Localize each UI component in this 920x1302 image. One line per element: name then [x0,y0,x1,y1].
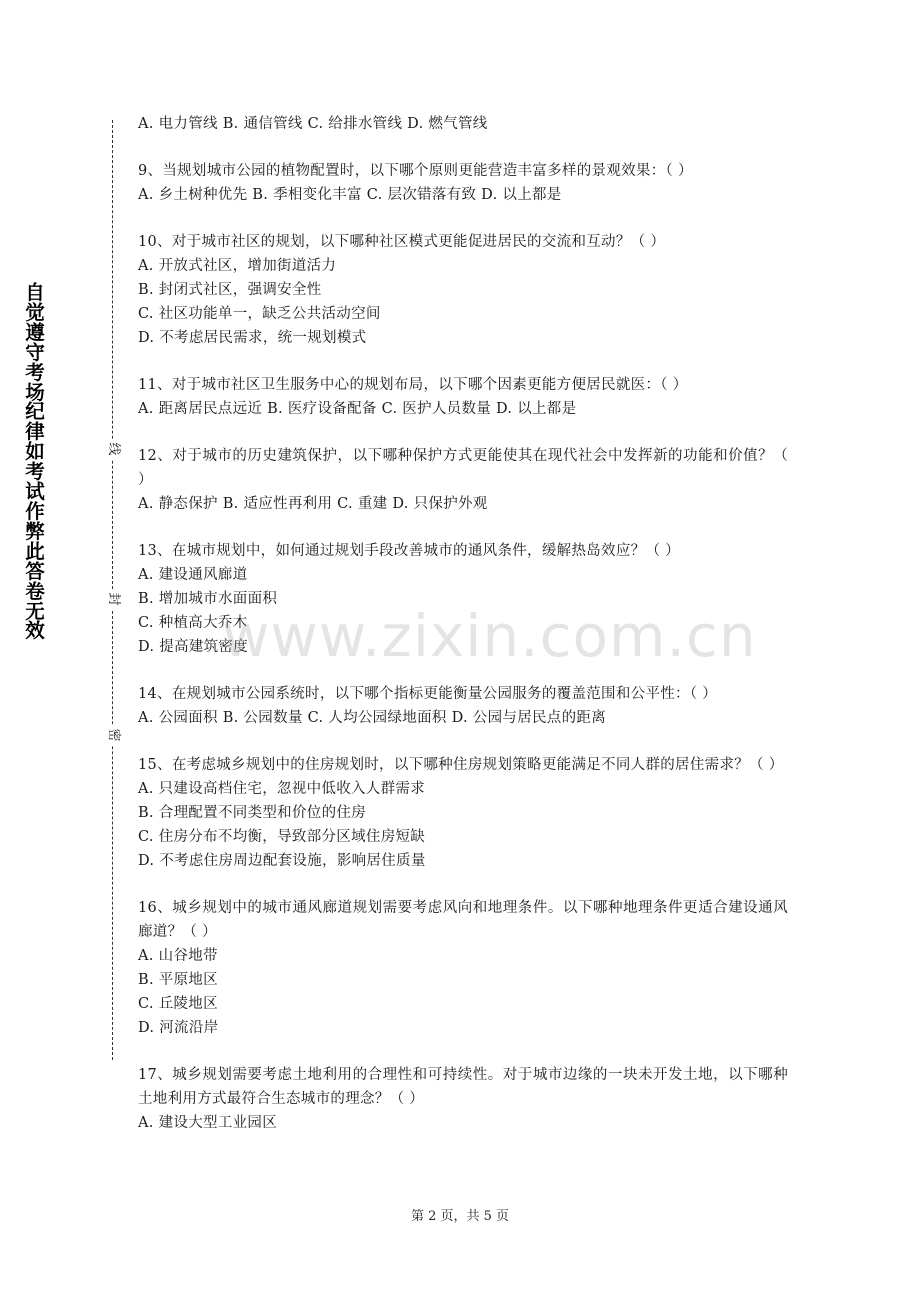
seal-mark-xian: 线 [104,439,122,459]
answer-option: A. 建设大型工业园区 [138,1115,277,1131]
question-block [138,112,788,136]
question-stem: 10、对于城市社区的规划，以下哪种社区模式更能促进居民的交流和互动？（ ） [138,234,666,250]
question-block [138,444,788,516]
answer-option: A. 只建设高档住宅，忽视中低收入人群需求 [138,781,425,797]
answer-option: A. 山谷地带 [138,948,218,964]
answer-option: A. 开放式社区，增加街道活力 [138,258,337,274]
question-block [138,682,788,730]
seal-mark-mi: 密 [104,725,122,745]
question-stem: 12、对于城市的历史建筑保护，以下哪种保护方式更能使其在现代社会中发挥新的功能和价值？（ ） [138,448,788,488]
answer-option: B. 合理配置不同类型和价位的住房 [138,805,366,821]
answer-option: C. 丘陵地区 [138,996,218,1012]
question-stem: 13、在城市规划中，如何通过规划手段改善城市的通风条件，缓解热岛效应？（ ） [138,543,680,559]
answer-option: A. 电力管线 B. 通信管线 C. 给排水管线 D. 燃气管线 [138,116,488,132]
answer-option: C. 住房分布不均衡，导致部分区域住房短缺 [138,829,426,845]
answer-option: D. 提高建筑密度 [138,639,249,655]
answer-option: C. 种植高大乔木 [138,615,248,631]
question-block [138,896,788,1040]
question-stem: 14、在规划城市公园系统时，以下哪个指标更能衡量公园服务的覆盖范围和公平性：（ ） [138,686,718,702]
question-stem: 15、在考虑城乡规划中的住房规划时，以下哪种住房规划策略更能满足不同人群的居住需求？（ ） [138,757,784,773]
question-block [138,373,788,421]
question-block [138,1063,788,1135]
answer-option: C. 社区功能单一，缺乏公共活动空间 [138,306,381,322]
answer-option: A. 距离居民点远近 B. 医疗设备配备 C. 医护人员数量 D. 以上都是 [138,401,577,417]
question-stem: 17、城乡规划需要考虑土地利用的合理性和可持续性。对于城市边缘的一块未开发土地，以下哪种土地利用方式最符合生态城市的理念？（ ） [138,1067,788,1107]
answer-option: A. 公园面积 B. 公园数量 C. 人均公园绿地面积 D. 公园与居民点的距离 [138,710,607,726]
question-block [138,159,788,207]
question-block [138,230,788,350]
answer-option: A. 静态保护 B. 适应性再利用 C. 重建 D. 只保护外观 [138,496,488,512]
seal-line-strip [101,120,125,1060]
question-stem: 16、城乡规划中的城市通风廊道规划需要考虑风向和地理条件。以下哪种地理条件更适合建设通风廊道？（ ） [138,900,788,940]
answer-option: B. 增加城市水面面积 [138,591,278,607]
question-stem: 11、对于城市社区卫生服务中心的规划布局，以下哪个因素更能方便居民就医：（ ） [138,377,688,393]
question-block [138,753,788,873]
question-stem: 9、当规划城市公园的植物配置时，以下哪个原则更能营造丰富多样的景观效果：（ ） [138,163,693,179]
answer-option: D. 河流沿岸 [138,1020,219,1036]
seal-mark-feng: 封 [104,589,122,609]
answer-option: B. 封闭式社区，强调安全性 [138,282,322,298]
answer-option: D. 不考虑居民需求，统一规划模式 [138,330,367,346]
answer-option: B. 平原地区 [138,972,218,988]
answer-option: D. 不考虑住房周边配套设施，影响居住质量 [138,853,426,869]
answer-option: A. 乡土树种优先 B. 季相变化丰富 C. 层次错落有致 D. 以上都是 [138,187,562,203]
exam-discipline-notice: 自 觉 遵 守 考 场 纪 律 如 考 试 作 弊 此 答 卷 无 效 [25,281,45,643]
page-footer: 第 2 页，共 5 页 [410,1209,510,1224]
answer-option: A. 建设通风廊道 [138,567,248,583]
watermark: www.zixin.com.cn [222,602,757,670]
